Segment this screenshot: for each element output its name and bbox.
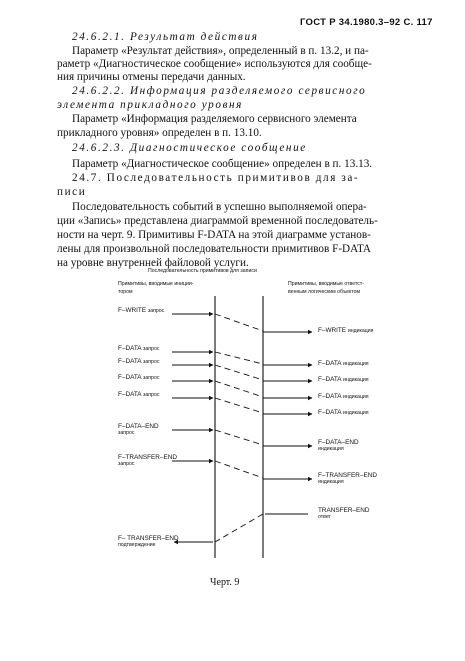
transit-line bbox=[215, 352, 263, 364]
responder-primitive-label bbox=[318, 361, 369, 367]
section-heading-shared-2: элемента прикладного уровня bbox=[57, 99, 243, 111]
responder-primitive-label bbox=[318, 440, 359, 453]
primitive-type: индикация bbox=[342, 377, 369, 383]
initiator-primitive-label bbox=[118, 536, 179, 549]
transit-line bbox=[215, 430, 263, 445]
initiator-primitive-label bbox=[118, 392, 159, 398]
primitive-type: индикация bbox=[347, 328, 374, 334]
section-text-sequence-3: ности на черт. 9. Примитивы F-DATA на этой диаграмме установ- bbox=[57, 229, 371, 241]
primitive-name: F–DATA bbox=[118, 391, 142, 398]
primitive-type: ответ bbox=[318, 514, 331, 521]
diagram-title: Последовательность примитивов для записи bbox=[148, 268, 257, 274]
transit-line bbox=[215, 381, 263, 397]
section-heading-shared-1: 24.6.2.2. Информация разделяемого сервисного bbox=[72, 85, 367, 97]
primitive-name: F–TRANSFER–END bbox=[118, 454, 177, 461]
primitive-name: F–WRITE bbox=[118, 307, 147, 314]
primitive-name: F–DATA–END bbox=[318, 439, 359, 446]
primitive-type: запрос bbox=[147, 308, 165, 314]
primitive-name: F–DATA bbox=[318, 409, 342, 416]
initiator-primitive-label bbox=[118, 375, 159, 381]
initiator-primitive-label bbox=[118, 346, 159, 352]
primitive-type: индикация bbox=[342, 410, 369, 416]
page-header: ГОСТ Р 34.1980.3–92 С. 117 bbox=[300, 17, 433, 28]
primitive-name: TRANSFER–END bbox=[318, 507, 370, 514]
right-column-header-2: венным логическим объектом bbox=[288, 289, 361, 295]
primitive-type: запрос bbox=[142, 346, 160, 352]
transit-line bbox=[215, 314, 263, 331]
primitive-type: запрос bbox=[118, 430, 135, 437]
section-heading-sequence-1: 24.7. Последовательность примитивов для за- bbox=[72, 172, 360, 184]
responder-primitive-label bbox=[318, 410, 369, 416]
primitive-name: F–TRANSFER–END bbox=[318, 472, 377, 479]
primitive-type: запрос bbox=[142, 392, 160, 398]
primitive-type: запрос bbox=[118, 461, 135, 468]
transit-line bbox=[215, 398, 263, 413]
primitive-name: F– TRANSFER–END bbox=[118, 535, 179, 542]
initiator-primitive-label bbox=[118, 359, 159, 365]
section-text-diagnostic: Параметр «Диагностическое сообщение» определен в п. 13.13. bbox=[72, 158, 373, 170]
primitive-name: F–DATA bbox=[118, 345, 142, 352]
primitive-type: индикация bbox=[342, 394, 369, 400]
section-heading-sequence-2: писи bbox=[57, 186, 87, 198]
responder-primitive-label bbox=[318, 377, 369, 383]
section-text-sequence-5: на уровне внутренней файловой услуги. bbox=[57, 257, 249, 269]
section-text-result-1: Параметр «Результат действия», определенный в п. 13.2, и па- bbox=[72, 45, 369, 57]
primitive-name: F–DATA bbox=[318, 393, 342, 400]
section-text-result-3: ния причины отмены передачи данных. bbox=[57, 71, 246, 83]
primitive-name: F–DATA bbox=[118, 358, 142, 365]
section-text-sequence-2: ции «Запись» представлена диаграммой временной последователь- bbox=[57, 215, 378, 227]
primitive-type: запрос bbox=[142, 375, 160, 381]
section-heading-diagnostic: 24.6.2.3. Диагностическое сообщение bbox=[72, 142, 307, 154]
left-column-header-1: Примитивы, вводимые иниции- bbox=[118, 281, 194, 287]
initiator-primitive-label bbox=[118, 308, 164, 314]
section-text-shared-2: прикладного уровня» определен в п. 13.10. bbox=[57, 127, 262, 139]
right-column-header-1: Примитивы, вводимые ответст- bbox=[288, 281, 364, 287]
responder-primitive-label bbox=[318, 394, 369, 400]
initiator-primitive-label bbox=[118, 455, 177, 468]
section-text-result-2: раметр «Диагностическое сообщение» используются для сообще- bbox=[57, 58, 372, 70]
diagram-caption: Черт. 9 bbox=[210, 577, 240, 588]
primitive-name: F–DATA bbox=[318, 376, 342, 383]
responder-primitive-label bbox=[318, 473, 377, 486]
section-text-shared-1: Параметр «Информация разделяемого сервисного элемента bbox=[72, 113, 357, 125]
primitive-type: индикация bbox=[342, 361, 369, 367]
primitive-type: индикация bbox=[318, 446, 344, 453]
primitive-name: F–DATA–END bbox=[118, 423, 159, 430]
initiator-primitive-label bbox=[118, 424, 159, 437]
section-heading-result: 24.6.2.1. Результат действия bbox=[72, 31, 259, 43]
section-text-sequence-1: Последовательность событий в успешно выполняемой опера- bbox=[72, 201, 367, 213]
transit-line bbox=[215, 365, 263, 380]
response-transit-line bbox=[215, 514, 263, 542]
responder-primitive-label bbox=[318, 328, 373, 334]
primitive-name: F–DATA bbox=[318, 360, 342, 367]
primitive-type: подтверждение bbox=[118, 542, 156, 549]
primitive-name: F–DATA bbox=[118, 374, 142, 381]
responder-primitive-label bbox=[318, 508, 370, 521]
transit-line bbox=[215, 461, 263, 478]
left-column-header-2: тором bbox=[118, 289, 133, 295]
section-text-sequence-4: лены для произвольной последовательности примитивов F-DATA bbox=[57, 243, 371, 255]
primitive-name: F–WRITE bbox=[318, 327, 347, 334]
primitive-type: индикация bbox=[318, 479, 344, 486]
primitive-type: запрос bbox=[142, 359, 160, 365]
